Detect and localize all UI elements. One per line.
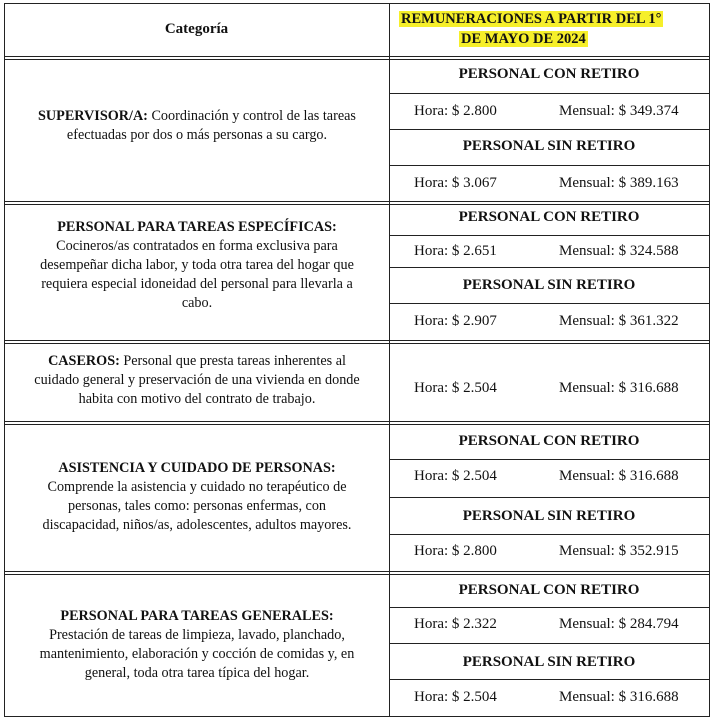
- row-separator: [4, 343, 710, 344]
- category-description: personas, tales como: personas enfermas, con: [67, 498, 327, 514]
- category-description: Coordinación y control de las tareas: [151, 108, 356, 124]
- hourly-rate: Hora: $ 2.504: [414, 689, 497, 705]
- category-description: Prestación de tareas de limpieza, lavado, planchado,: [49, 627, 345, 643]
- monthly-rate: Mensual: $ 349.374: [559, 103, 679, 119]
- category-tareas-generales: [8, 607, 386, 683]
- hourly-rate: Hora: $ 3.067: [414, 175, 497, 191]
- header-rule-double: [4, 59, 710, 60]
- cell-rule: [389, 303, 710, 304]
- table-border-top: [4, 3, 710, 4]
- cell-rule: [389, 643, 710, 644]
- monthly-rate: Mensual: $ 316.688: [559, 689, 679, 705]
- category-title: ASISTENCIA Y CUIDADO DE PERSONAS:: [58, 460, 336, 476]
- header-rule: [4, 56, 710, 57]
- con-retiro-label: PERSONAL CON RETIRO: [458, 582, 640, 598]
- category-description: Personal que presta tareas inherentes al: [123, 353, 346, 369]
- category-description: Cocineros/as contratados en forma exclusiva para: [56, 238, 338, 254]
- cell-rule: [389, 165, 710, 166]
- cell-rule: [389, 459, 710, 460]
- hourly-rate: Hora: $ 2.907: [414, 313, 497, 329]
- con-retiro-label: PERSONAL CON RETIRO: [458, 433, 640, 449]
- monthly-rate: Mensual: $ 389.163: [559, 175, 679, 191]
- category-tareas-especificas: [8, 218, 386, 313]
- cell-rule: [389, 129, 710, 130]
- category-description: mantenimiento, elaboración y cocción de comidas y, en: [39, 646, 355, 662]
- cell-rule: [389, 534, 710, 535]
- sin-retiro-label: PERSONAL SIN RETIRO: [462, 508, 636, 524]
- category-title: SUPERVISOR/A:: [38, 108, 148, 124]
- category-description: cabo.: [181, 295, 213, 311]
- table-border-bottom: [4, 716, 710, 717]
- category-title: PERSONAL PARA TAREAS GENERALES:: [60, 608, 334, 624]
- hourly-rate: Hora: $ 2.504: [414, 468, 497, 484]
- category-description: general, toda otra tarea típica del hogar.: [84, 665, 310, 681]
- row-separator: [4, 571, 710, 572]
- cell-rule: [389, 93, 710, 94]
- cell-rule: [389, 267, 710, 268]
- remuneration-table: [4, 3, 710, 717]
- cell-rule: [389, 607, 710, 608]
- category-header: Categoría: [164, 21, 229, 37]
- row-separator: [4, 340, 710, 341]
- cell-rule: [389, 497, 710, 498]
- row-separator: [4, 574, 710, 575]
- row-separator: [4, 424, 710, 425]
- monthly-rate: Mensual: $ 316.688: [559, 380, 679, 396]
- monthly-rate: Mensual: $ 284.794: [559, 616, 679, 632]
- category-asistencia-cuidado: [8, 459, 386, 535]
- cell-rule: [389, 679, 710, 680]
- remuneration-header: [399, 9, 663, 49]
- con-retiro-label: PERSONAL CON RETIRO: [458, 209, 640, 225]
- category-description: Comprende la asistencia y cuidado no terapéutico de: [47, 479, 347, 495]
- category-title: PERSONAL PARA TAREAS ESPECÍFICAS:: [57, 219, 337, 235]
- monthly-rate: Mensual: $ 361.322: [559, 313, 679, 329]
- category-description: discapacidad, niños/as, adolescentes, adultos mayores.: [42, 517, 352, 533]
- hourly-rate: Hora: $ 2.800: [414, 103, 497, 119]
- hourly-rate: Hora: $ 2.504: [414, 380, 497, 396]
- category-description: habita con motivo del contrato de trabajo.: [78, 391, 316, 407]
- monthly-rate: Mensual: $ 324.588: [559, 243, 679, 259]
- row-separator: [4, 201, 710, 202]
- hourly-rate: Hora: $ 2.651: [414, 243, 497, 259]
- sin-retiro-label: PERSONAL SIN RETIRO: [462, 277, 636, 293]
- con-retiro-label: PERSONAL CON RETIRO: [458, 66, 640, 82]
- category-description: cuidado general y preservación de una vivienda en donde: [34, 372, 360, 388]
- column-divider: [389, 3, 390, 717]
- monthly-rate: Mensual: $ 316.688: [559, 468, 679, 484]
- hourly-rate: Hora: $ 2.322: [414, 616, 497, 632]
- cell-rule: [389, 235, 710, 236]
- hourly-rate: Hora: $ 2.800: [414, 543, 497, 559]
- category-supervisor: [8, 107, 386, 145]
- row-separator: [4, 204, 710, 205]
- monthly-rate: Mensual: $ 352.915: [559, 543, 679, 559]
- row-separator: [4, 421, 710, 422]
- category-caseros: [8, 352, 386, 409]
- category-description: requiera especial idoneidad del personal para llevarla a: [41, 276, 353, 292]
- category-description: efectuadas por dos o más personas a su cargo.: [66, 127, 328, 143]
- sin-retiro-label: PERSONAL SIN RETIRO: [462, 654, 636, 670]
- category-description: desempeñar dicha labor, y toda otra tarea del hogar que: [40, 257, 354, 273]
- remuneration-header-line1: REMUNERACIONES A PARTIR DEL 1°: [401, 11, 662, 27]
- sin-retiro-label: PERSONAL SIN RETIRO: [462, 138, 636, 154]
- table-border-left: [4, 3, 5, 717]
- category-title: CASEROS:: [48, 353, 120, 369]
- remuneration-header-line2: DE MAYO DE 2024: [461, 31, 586, 47]
- table-border-right: [709, 3, 710, 717]
